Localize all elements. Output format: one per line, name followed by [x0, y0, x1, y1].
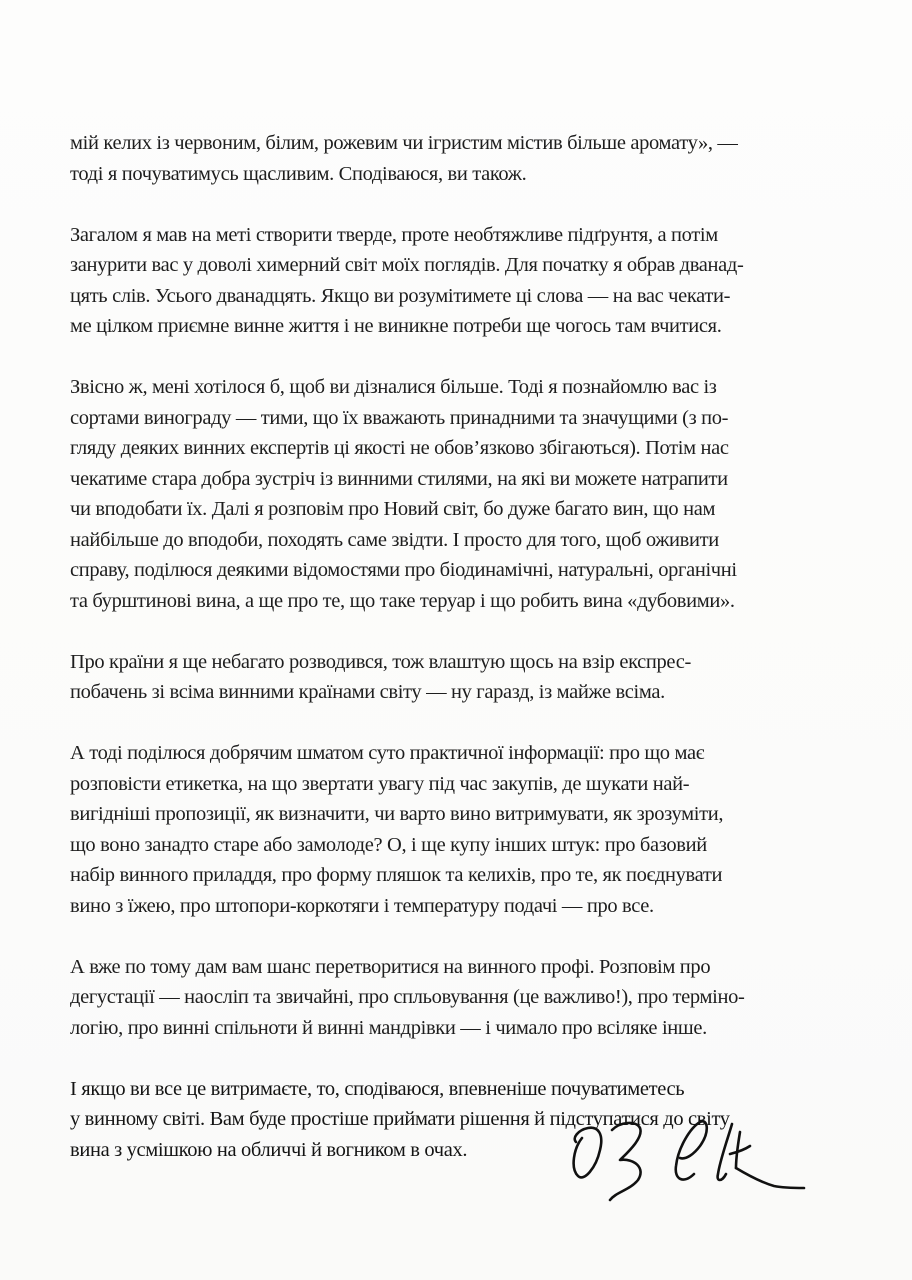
text-line: набір винного приладдя, про форму пляшок та келихів, про те, як поєднувати	[70, 864, 723, 886]
paragraph-3	[70, 372, 790, 616]
text-line: А вже по тому дам вам шанс перетворитися на винного профі. Розповім про	[70, 955, 711, 978]
text-line: у винному світі. Вам буде простіше приймати рішення й підступатися до світу	[70, 1108, 730, 1130]
text-line: побачень зі всіма винними країнами світу — ну гаразд, із майже всіма.	[70, 681, 665, 703]
text-line: Звісно ж, мені хотілося б, щоб ви дізналися більше. Тоді я познайомлю вас із	[70, 376, 717, 398]
text-line: ме цілком приємне винне життя і не виникне потреби ще чогось там вчитися.	[70, 315, 722, 337]
paragraph-6	[70, 952, 790, 1044]
text-line: Про країни я ще небагато розводився, тож влаштую щось на взір експрес-	[70, 650, 691, 673]
text-line: тоді я почуватимусь щасливим. Сподіваюся, ви також.	[70, 162, 527, 185]
paragraph-5	[70, 738, 790, 921]
text-line: дегустації — наосліп та звичайні, про спльовування (це важливо!), про терміно-	[70, 986, 745, 1008]
signature-icon	[560, 1108, 820, 1208]
text-line: розповісти етикетка, на що звертати увагу під час закупів, де шукати най-	[70, 772, 690, 795]
text-line: логію, про винні спільноти й винні мандрівки — і чимало про всіляке інше.	[70, 1016, 707, 1039]
body-text	[70, 128, 790, 1196]
text-line: чи вподобати їх. Далі я розповім про Новий світ, бо дуже багато вин, що нам	[70, 498, 716, 520]
text-line: гляду деяких винних експертів ці якості не обов’язково збігаються). Потім нас	[70, 437, 729, 459]
text-line: найбільше до вподоби, походять саме звідти. І просто для того, щоб оживити	[70, 528, 719, 551]
text-line: Загалом я мав на меті створити тверде, проте необтяжливе підґрунтя, а потім	[70, 223, 718, 246]
paragraph-1	[70, 128, 790, 189]
text-line: та бурштинові вина, а ще про те, що таке теруар і що робить вина «дубовими».	[70, 589, 735, 612]
text-line: вигідніші пропозиції, як визначити, чи варто вино витримувати, як зрозуміти,	[70, 803, 724, 825]
text-line: вина з усмішкою на обличчі й вогником в очах.	[70, 1138, 468, 1161]
text-line: чекатиме стара добра зустріч із винними стилями, на які ви можете натрапити	[70, 467, 728, 490]
text-line: цять слів. Усього дванадцять. Якщо ви розумітимете ці слова — на вас чекати-	[70, 284, 731, 307]
paragraph-4	[70, 647, 790, 708]
text-line: сортами винограду — тими, що їх вважають принадними та значущими (з по-	[70, 406, 729, 429]
text-line: занурити вас у доволі химерний світ моїх поглядів. Для початку я обрав дванад-	[70, 254, 744, 276]
text-line: справу, поділюся деякими відомостями про біодинамічні, натуральні, органічні	[70, 559, 737, 581]
text-line: що воно занадто старе або замолоде? О, і ще купу інших штук: про базовий	[70, 833, 707, 856]
paragraph-2	[70, 220, 790, 342]
text-line: А тоді поділюся добрячим шматом суто практичної інформації: про що має	[70, 742, 705, 764]
text-line: І якщо ви все це витримаєте, то, сподіваюся, впевненіше почуватиметесь	[70, 1077, 685, 1100]
text-line: вино з їжею, про штопори-коркотяги і температуру подачі — про все.	[70, 894, 654, 917]
text-line: мій келих із червоним, білим, рожевим чи ігристим містив більше аромату», —	[70, 132, 738, 154]
